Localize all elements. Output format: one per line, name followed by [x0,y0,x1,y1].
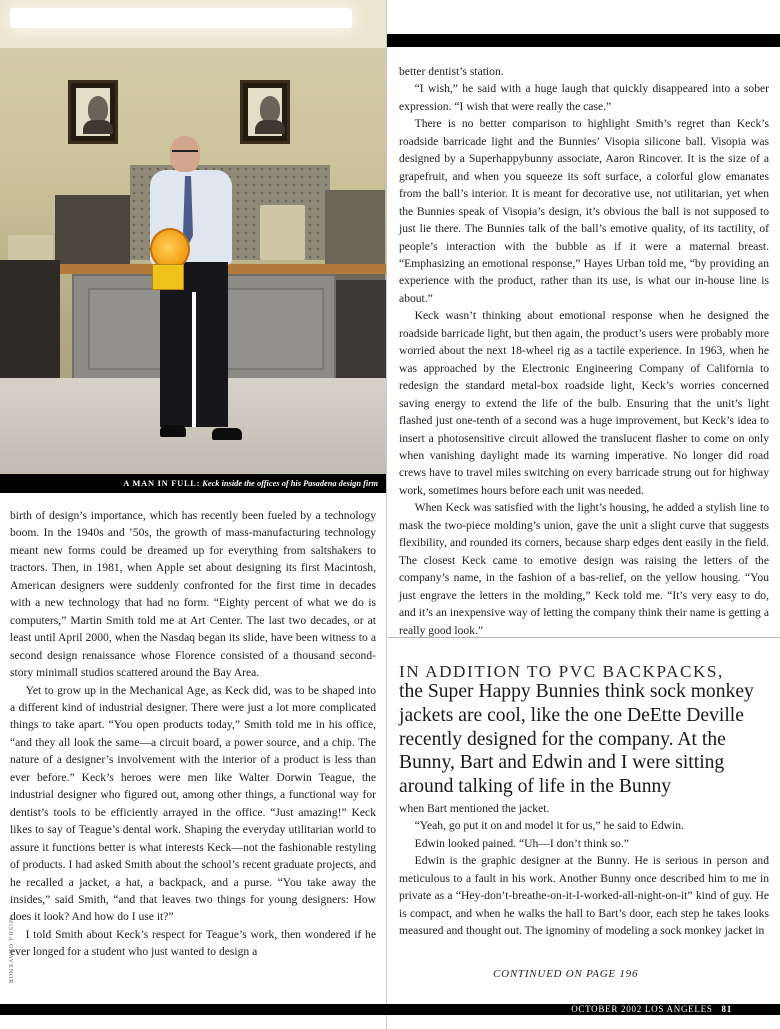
column-gutter [386,0,387,1029]
caption-text: Keck inside the offices of his Pasadena design firm [202,479,378,488]
paragraph: when Bart mentioned the jacket. [399,802,550,815]
paragraph: “Yeah, go put it on and model it for us,” he said to Edwin. [414,819,684,833]
barricade-light-housing [152,264,184,290]
paragraph: better dentist’s station. [399,65,504,78]
section-body [399,800,769,940]
shoe-right [212,428,242,440]
parts-drawers-left [55,195,130,265]
section-lead: the Super Happy Bunnies think sock monkey jackets are cool, like the one DeEtte Deville recently designed for the company. At the Bunny, Bart and Edwin and I were sitting around talking of life in the Bunny [399,681,754,798]
glasses [172,150,198,157]
bench-clutter [260,205,305,260]
feature-photo [0,0,386,493]
paragraph: I told Smith about Keck’s respect for Teague’s work, then wondered if he ever longed for a student who just wanted to design a [10,927,376,959]
continued-link[interactable]: CONTINUED ON PAGE 196 [493,968,639,980]
paragraph: Keck wasn’t thinking about emotional response when he designed the roadside barricade light, but then again, the product’s users were probably more worried about the next 18-wheel rig as a tactile experience. In 1963, when he was approached by the Electronic Engineering Company of California to redesign the standard metal-box roadside light, Keck’s worries concerned saving energy to extend the life of the bulb. Ensuring that the unit’s light flashed just one-tenth of a second was a huge improvement, but Keck’s idea to insert a photosensitive circuit allowed the translucent flasher to come on only when vanishing daylight made its warning imperative. No longer did road crews have to travel miles switching on every barricade strung out for highway work, sometimes hours before each unit was needed. [399,309,769,497]
portrait-frame-left [68,80,118,144]
paragraph: Edwin looked pained. “Uh—I don’t think so.” [414,836,629,850]
photo-caption [0,474,386,493]
right-text-column [399,63,769,639]
photo-credit: MISHA GRAVENOR [7,917,13,985]
paragraph: There is no better comparison to highlight Smith’s regret than Keck’s roadside barricade light and the Bunnies’ Visopia silicone ball. Visopia was designed by a Superhappybunny associate, Aaron Rincover. It is the size of a grapefruit, and when you squeeze its soft surface, a colorful glow emanates from the ball’s interior. It is meant for decorative use, not utilitarian, yet when the Bunnies speak of Visopia’s design, it’s obvious the ball is not supposed to just lie there. The Bunnies talk of the ball’s emotive quality, of its tactility, of people’s interaction with the bubble as if it were a maternal breast. “Emphasizing an emotional response,” Hayes Urban told me, “by providing an experience with the product, rather than its use, is what our in-house line is about.” [399,117,769,305]
section-kicker: IN ADDITION TO PVC BACKPACKS, [399,662,724,681]
portrait-frame-right [240,80,290,144]
left-text-column [10,507,376,961]
shoe-left [160,425,186,437]
paragraph: Edwin is the graphic designer at the Bunny. He is serious in person and meticulous to a fault in his work. Another Bunny once described him to me in private as a “Hey-don’t-breathe-on-it-I-worked-all-night-on-it” kind of guy. He is compact, and when he walks the hall to Bart’s door, each step he takes looks measured and thought out. The ignominy of modeling a sock monkey jacket in [399,854,769,938]
paragraph: “I wish,” he said with a huge laugh that quickly disappeared into a sober expression. “I wish that were really the case.” [399,82,769,113]
page-footer [0,1004,780,1015]
ceiling-light [10,8,352,28]
paragraph: When Keck was satisfied with the light’s housing, he added a stylish line to mask the two-piece molding’s union, gave the unit a slight curve that suggests flexibility, and rounded its corners, because sharp edges dent easily in the field. The closest Keck came to emotive design was raising the letters of the company’s name, in the fashion of a bas-relief, on the yellow housing. “You just engrave the letters in the molding,” Keck told me. “It’s very easy to do, and it’s an inexpensive way of letting the company think their name is getting a really good look.” [399,501,769,637]
top-black-bar [386,34,780,47]
page-number: 81 [721,1004,732,1014]
paragraph: Yet to grow up in the Mechanical Age, as Keck did, was to be shaped into a different kind of industrial designer. There were just a lot more complicated things to take apart. “You open products today,” Smith told me in his office, “and they all look the same—a circuit board, a power source, and a chip. The nature of a designer’s involvement with the interior of a product is less than ever before.” Keck’s heroes were men like Walter Dorwin Teague, the industrial designer who figured out, among other things, a functional way for dentist’s tools to be efficiently arrayed in the office. “Just amazing!” Keck likes to say of Teague’s dental work. Shaping the everyday utilitarian world to assure it functions better is what interests Keck—not the fashionable restyling of products. I had asked Smith about the school’s recent graduate projects, and he recalled a jacket, a hat, a backpack, and a purse. “You take away the insides,” said Smith, “and that leaves two things for young designers: How does it look? And how do I use it?” [10,683,376,924]
caption-label: A MAN IN FULL: [123,479,201,488]
section-divider [388,637,780,638]
issue-label: OCTOBER 2002 LOS ANGELES [571,1004,713,1014]
paragraph: birth of design’s importance, which has recently been fueled by a technology boom. In the 1940s and ’50s, the growth of mass-manufacturing technology meant new forms could be dreamed up for everything from saltshakers to tractors. Then, in 1981, when Apple set about designing its first Macintosh, American designers were suddenly confronted for the first time in decades with a new technology that had no form. “Eighty percent of what we do is computers,” Martin Smith told me at Art Center. The last two decades, or at least until April 2000, when the Nasdaq began its slide, have been witness to a second design renaissance whose Florence consisted of a thousand second-story minimall studios scattered around the Bay Area. [10,509,376,680]
